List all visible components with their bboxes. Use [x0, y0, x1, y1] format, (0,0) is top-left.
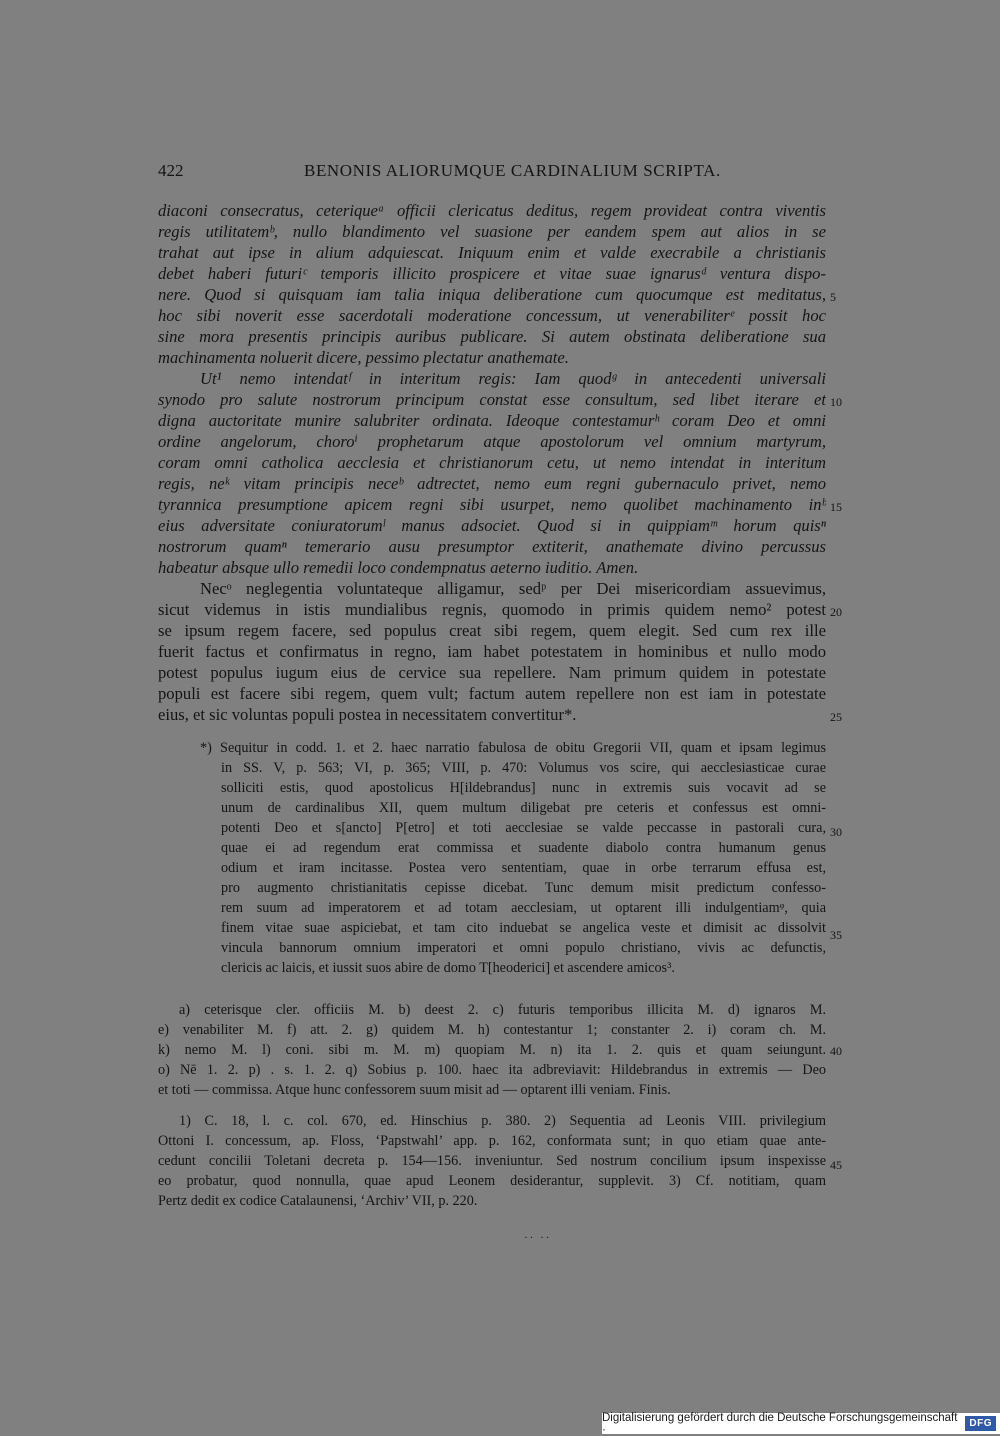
variant-line: a) ceterisque cler. officiis M. b) deest 2. c) futuris temporibus illicita M. d) ignaros M.	[179, 1002, 826, 1018]
variant-line: e) venabiliter M. f) att. 2. g) quidem M. h) contestantur 1; constanter 2. i) coram ch. M.	[158, 1022, 826, 1038]
note-line: potenti Deo et s[ancto] P[etro] et toti aecclesiae se valde peccasse in pastorali cura,	[221, 820, 826, 836]
text-line: Necᵒ neglegentia voluntateque alligamur, sedᵖ per Dei misericordiam assuevimus,	[200, 579, 826, 598]
text-line: diaconi consecratus, ceteriqueᵃ officii clericatus deditus, regem provideat contra viventis	[158, 201, 826, 220]
variant-line: et toti — commissa. Atque hunc confessorem suum misit ad — optarent illi veniam. Finis.	[158, 1082, 671, 1098]
variant-readings	[158, 1000, 826, 1100]
text-line: populi est facere sibi regem, quem vult; factum autem repellere non est iam in potestate	[158, 684, 826, 703]
ornament-dots: ·· ··	[524, 1232, 552, 1244]
text-line: ordine angelorum, choroⁱ prophetarum atque apostolorum vel omnium martyrum,	[158, 432, 826, 451]
text-line: hoc sibi noverit esse sacerdotali moderatione concessum, ut venerabiliterᵉ possit hoc	[158, 306, 826, 325]
text-line: eius adversitate coniuratorumˡ manus adsociet. Quod si in quippiamᵐ horum quisⁿ	[158, 516, 826, 535]
text-line: sicut videmus in istis mundialibus regnis, quomodo in primis quidem nemo² potest	[158, 600, 826, 619]
variant-line: o) Nē 1. 2. p) . s. 1. 2. q) Sobius p. 100. haec ita adbreviavit: Hildebrandus in extremis — Deo	[158, 1062, 826, 1078]
text-line: digna auctoritate munire salubriter ordinata. Ideoque contestamurʰ coram Deo et omni	[158, 411, 826, 430]
note-line: vincula bannorum omnium imperatori et omni populo christiano, vivis ac defunctis,	[221, 940, 826, 956]
text-line: tyrannica presumptione apicem regni sibi usurpet, nemo quolibet machinamento inᵇ	[158, 495, 826, 514]
line-number: 25	[830, 710, 842, 724]
note-line: quae ei ad regendum erat commissa et suadente diabolo contra humanum genus	[221, 840, 826, 856]
footnote-line: 1) C. 18, l. c. col. 670, ed. Hinschius p. 380. 2) Sequentia ad Leonis VIII. privilegium	[179, 1113, 826, 1129]
text-line: debet haberi futuriᶜ temporis illicito prospicere et vitae suae ignarusᵈ ventura dispo-	[158, 264, 826, 283]
credit-text: Digitalisierung gefördert durch die Deutsche Forschungsgemeinschaft ·	[602, 1411, 958, 1436]
text-line: potest populus iugum eius de cervice sua repellere. Nam primum quidem in potestate	[158, 663, 826, 682]
starred-note	[158, 738, 826, 978]
page-header	[158, 161, 826, 185]
line-number: 35	[830, 928, 842, 942]
footnote-line: Ottoni I. concessum, ap. Floss, ‘Papstwahl’ app. p. 162, conformata sunt; in quo etiam quae ante-	[158, 1133, 826, 1149]
note-line: rem suum ad imperatorem et ad totam aecclesiam, ut optarent illi indulgentiamᵠ, quia	[221, 900, 826, 916]
text-line: trahat aut ipse in alium adquiescat. Iniquum enim et valde execrabile a christianis	[158, 243, 826, 262]
page-number: 422	[158, 161, 184, 180]
footnotes	[158, 1111, 826, 1211]
main-text	[158, 200, 826, 725]
variant-line: k) nemo M. l) coni. sibi m. M. m) quopiam M. n) ita 1. 2. quis et quam seiungunt.	[158, 1042, 826, 1058]
running-title: BENONIS ALIORUMQUE CARDINALIUM SCRIPTA.	[304, 161, 721, 180]
footnote-line: Pertz dedit ex codice Catalaunensi, ‘Archiv’ VII, p. 220.	[158, 1193, 478, 1209]
note-line: *) Sequitur in codd. 1. et 2. haec narratio fabulosa de obitu Gregorii VII, quam et ipsam legimus	[200, 740, 826, 756]
line-number: 5	[830, 290, 836, 304]
line-number: 40	[830, 1044, 842, 1058]
text-line: habeatur absque ullo remedii loco condempnatus aeterno iuditio. Amen.	[158, 558, 639, 577]
footnote-line: eo probatur, quod nonnulla, quae apud Leonem desiderantur, supplevit. 3) Cf. notitiam, quam	[158, 1173, 826, 1189]
text-line: fuerit factus et confirmatus in regno, iam habet potestatem in hominibus et nullo modo	[158, 642, 826, 661]
text-line: Ut¹ nemo intendatᶠ in interitum regis: Iam quodᵍ in antecedenti universali	[200, 369, 826, 388]
text-line: nostrorum quamⁿ temerario ausu presumptor extiterit, anathemate divino percussus	[158, 537, 826, 556]
note-line: clericis ac laicis, et iussit suos abire de domo T[heoderici] et ascendere amicos³.	[221, 960, 675, 976]
note-line: solliciti estis, quod apostolicus H[ildebrandus] nunc in extremis suis vocavit ad se	[221, 780, 826, 796]
text-line: sine mora presentis principis auribus publicare. Si autem obstinata deliberatione sua	[158, 327, 826, 346]
text-line: eius, et sic voluntas populi postea in necessitatem convertitur*.	[158, 705, 577, 724]
line-number: 20	[830, 605, 842, 619]
note-line: finem vitae suae aspiciebat, et tam cito induebat se angelica veste et dimisit ac dissolvit	[221, 920, 826, 936]
note-line: in SS. V, p. 563; VI, p. 365; VIII, p. 470: Volumus vos scire, qui aecclesiasticae curae	[221, 760, 826, 776]
text-line: se ipsum regem facere, sed populus creat sibi regem, quem elegit. Sed cum rex ille	[158, 621, 826, 640]
note-line: pro augmento christianitatis cepisse dicebat. Tunc demum misit predictum confesso-	[221, 880, 826, 896]
footnote-line: cedunt concilii Toletani decreta p. 154—156. inveniuntur. Sed nostrum concilium ipsum inspexisse	[158, 1153, 826, 1169]
text-line: regis, neᵏ vitam principis neceᵇ adtrectet, nemo eum regni gubernaculo privet, nemo	[158, 474, 826, 493]
text-line: synodo pro salute nostrorum principum constat esse consultum, sed libet iterare et	[158, 390, 826, 409]
text-line: coram omni catholica aecclesia et christianorum cetu, ut nemo intendat in interitum	[158, 453, 826, 472]
text-line: machinamenta noluerit dicere, pessimo plectatur anathemate.	[158, 348, 569, 367]
note-line: unum de cardinalibus XII, quem multum diligebat pre ceteris et confessus est omni-	[221, 800, 826, 816]
text-line: nere. Quod si quisquam iam talia iniqua deliberatione cum quocumque est meditatus,	[158, 285, 826, 304]
note-line: odium et iram incitasse. Postea vero sententiam, quae in orbe terrarum effusa est,	[221, 860, 826, 876]
line-number: 10	[830, 395, 842, 409]
line-number: 15	[830, 500, 842, 514]
dfg-logo-icon: DFG	[965, 1416, 996, 1431]
digitization-credit	[602, 1413, 1000, 1434]
text-line: regis utilitatemᵇ, nullo blandimento vel suasione per eandem spem aut alios in se	[158, 222, 826, 241]
line-number: 45	[830, 1158, 842, 1172]
line-number: 30	[830, 825, 842, 839]
